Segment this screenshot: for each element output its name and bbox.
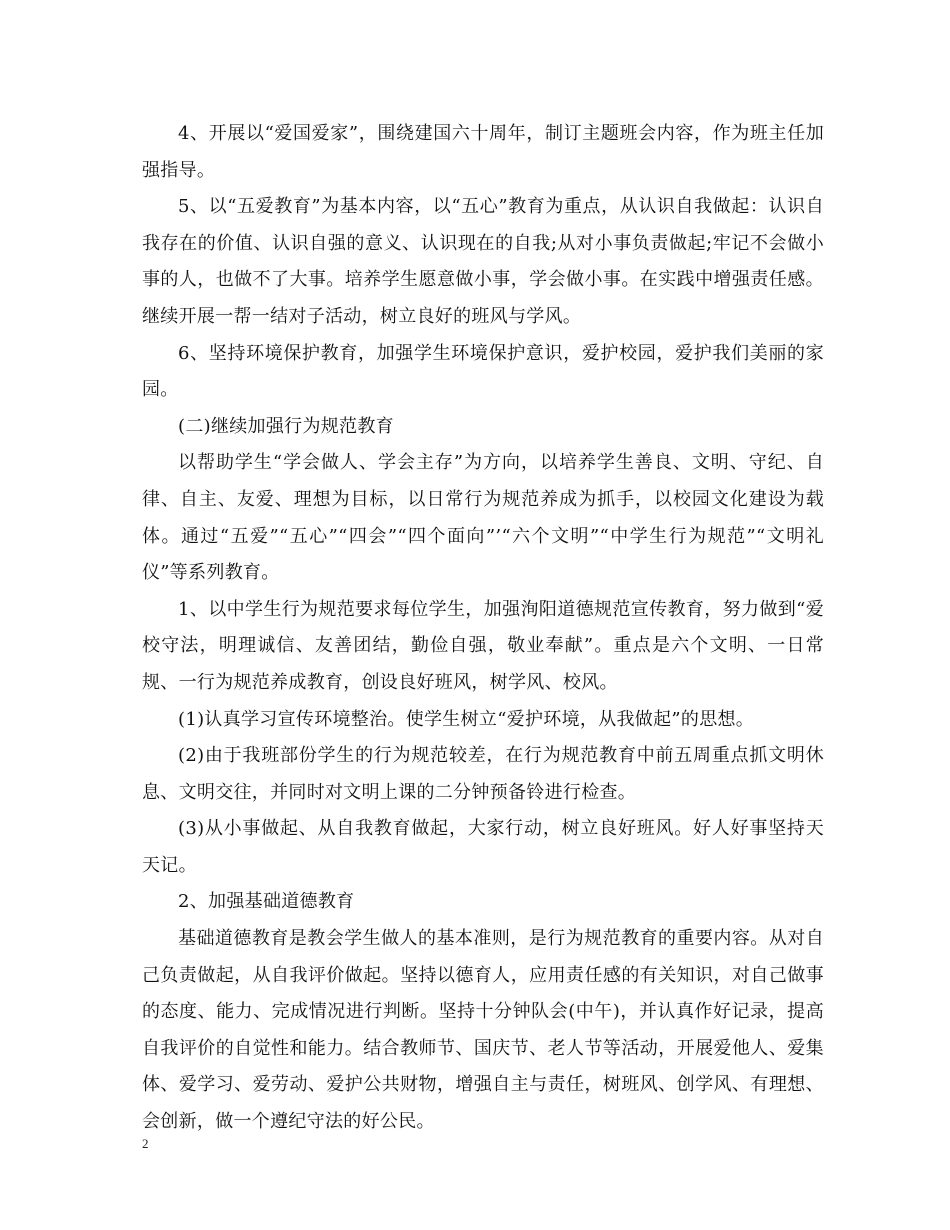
section-heading-behavior-norms: (二)继续加强行为规范教育 xyxy=(178,415,394,437)
paragraph-basic-morality: 基础道德教育是教会学生做人的基本准则，是行为规范教育的重要内容。从对自己负责做起，从自我评价做起。坚持以德育人，应用责任感的有关知识，对自己做事的态度、能力、完成情况进行判断。坚持十分钟队会(中午)，并认真作好记录，提高自我评价的自觉性和能力。结合教师节、国庆节、老人节等活动，开展爱他人、爱集体、爱学习、爱劳动、爱护公共财物，增强自主与责任，树班风、创学风、有理想、会创新，做一个遵纪守法的好公民。 xyxy=(142,928,824,1133)
paragraph-item-6: 6、坚持环境保护教育，加强学生环境保护意识，爱护校园，爱护我们美丽的家园。 xyxy=(142,342,824,401)
paragraph-subitem-3: (3)从小事做起、从自我教育做起，大家行动，树立良好班风。好人好事坚持天天记。 xyxy=(142,818,824,876)
paragraph-subitem-1: (1)认真学习宣传环境整治。使学生树立“爱护环境，从我做起”的思想。 xyxy=(178,708,755,730)
paragraph-item-2-heading: 2、加强基础道德教育 xyxy=(178,891,355,913)
document-body xyxy=(142,116,824,1141)
paragraph-behavior-intro: 以帮助学生“学会做人、学会主存”为方向，以培养学生善良、文明、守纪、自律、自主、友爱、理想为目标，以日常行为规范养成为抓手，以校园文化建设为载体。通过“五爱”“五心”“四会”“四个面向”’“六个文明”“中学生行为规范”“文明礼仪”等系列教育。 xyxy=(142,452,824,584)
paragraph-item-5: 5、以“五爱教育”为基本内容，以“五心”教育为重点，从认识自我做起：认识自我存在的价值、认识自强的意义、认识现在的自我;从对小事负责做起;牢记不会做小事的人，也做不了大事。培养学生愿意做小事，学会做小事。在实践中增强责任感。继续开展一帮一结对子活动，树立良好的班风与学风。 xyxy=(142,196,824,327)
paragraph-item-4: 4、开展以“爱国爱家”，围绕建国六十周年，制订主题班会内容，作为班主任加强指导。 xyxy=(142,123,824,181)
paragraph-item-1: 1、以中学生行为规范要求每位学生，加强洵阳道德规范宣传教育，努力做到“爱校守法，明理诚信、友善团结，勤俭自强，敬业奉献”。重点是六个文明、一日常规、一行为规范养成教育，创设良好班风，树学风、校风。 xyxy=(142,598,824,693)
page-number: 2 xyxy=(142,1136,149,1151)
paragraph-subitem-2: (2)由于我班部份学生的行为规范较差，在行为规范教育中前五周重点抓文明休息、文明交往，并同时对文明上课的二分钟预备铃进行检查。 xyxy=(142,745,824,803)
